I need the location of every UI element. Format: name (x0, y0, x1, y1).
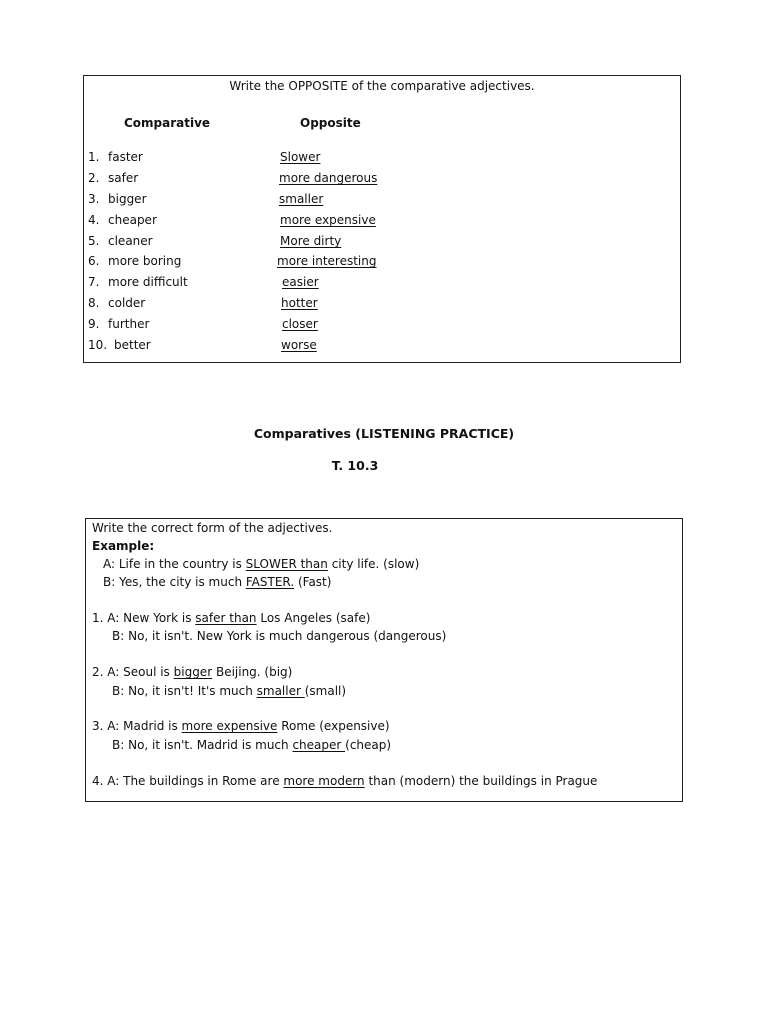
comparative-word: colder (108, 296, 146, 310)
comparative-word: faster (108, 150, 143, 164)
example-line-b (103, 575, 331, 589)
q4-a-answer: more modern (283, 774, 365, 788)
opposite-column-header: Opposite (300, 116, 361, 130)
opposite-answer: worse (281, 338, 317, 352)
section-title: Comparatives (LISTENING PRACTICE) (253, 426, 515, 441)
row-number: 8. (88, 296, 100, 310)
q1-a-text: 1. A: New York is (92, 611, 196, 625)
opposite-answer: smaller (279, 192, 324, 206)
question-3-a (92, 719, 390, 733)
question-3-b (112, 738, 391, 752)
example-label: Example: (92, 539, 155, 553)
opposite-answer: more interesting (277, 254, 377, 268)
q3-b-text: B: No, it isn't. Madrid is much (112, 738, 293, 752)
opposite-row (84, 338, 680, 358)
row-number: 2. (88, 171, 100, 185)
q2-a-text-end: Beijing. (big) (212, 665, 293, 679)
q4-a-text: 4. A: The buildings in Rome are (92, 774, 284, 788)
opposite-answer: More dirty (280, 234, 342, 248)
q3-b-answer: cheaper (292, 738, 346, 752)
question-2-b (112, 684, 346, 698)
q2-b-answer: smaller (256, 684, 305, 698)
question-2-a (92, 665, 292, 679)
example-a-answer: SLOWER than (245, 557, 328, 571)
row-number: 7. (88, 275, 100, 289)
opposite-row (84, 150, 680, 170)
example-b-answer: FASTER. (245, 575, 295, 589)
row-number: 9. (88, 317, 100, 331)
comparative-word: cleaner (108, 234, 153, 248)
comparative-word: more boring (108, 254, 182, 268)
q3-a-text: 3. A: Madrid is (92, 719, 182, 733)
opposite-row (84, 213, 680, 233)
q1-a-text-end: Los Angeles (safe) (256, 611, 371, 625)
opposite-row (84, 192, 680, 212)
opposite-answer: closer (282, 317, 318, 331)
q3-a-answer: more expensive (181, 719, 278, 733)
opposite-row (84, 171, 680, 191)
example-b-text-end: (Fast) (294, 575, 332, 589)
q3-b-text-end: (cheap) (345, 738, 392, 752)
comparative-word: further (108, 317, 150, 331)
example-a-text-end: city life. (slow) (327, 557, 420, 571)
example-line-a (103, 557, 419, 571)
question-1-a (92, 611, 370, 625)
opposites-instruction: Write the OPPOSITE of the comparative adjectives. (229, 79, 535, 93)
comparative-word: bigger (108, 192, 147, 206)
opposite-row (84, 275, 680, 295)
row-number: 5. (88, 234, 100, 248)
row-number: 6. (88, 254, 100, 268)
opposites-exercise-box (83, 75, 681, 363)
opposite-answer: more dangerous (279, 171, 378, 185)
example-b-text: B: Yes, the city is much (103, 575, 246, 589)
example-a-text: A: Life in the country is (103, 557, 246, 571)
opposite-answer: hotter (281, 296, 318, 310)
q1-a-answer: safer than (195, 611, 257, 625)
row-number: 4. (88, 213, 100, 227)
correct-form-instruction: Write the correct form of the adjectives. (92, 521, 333, 535)
q2-b-text: B: No, it isn't! It's much (112, 684, 257, 698)
row-number: 10. (88, 338, 108, 352)
q2-a-answer: bigger (173, 665, 213, 679)
comparative-word: more difficult (108, 275, 188, 289)
opposite-row (84, 296, 680, 316)
opposite-row (84, 317, 680, 337)
question-1-b: B: No, it isn't. New York is much dangerous (dangerous) (112, 629, 447, 643)
comparative-word: safer (108, 171, 139, 185)
q4-a-text-end: than (modern) the buildings in Prague (364, 774, 598, 788)
opposite-answer: more expensive (280, 213, 376, 227)
q2-b-text-end: (small) (304, 684, 347, 698)
row-number: 1. (88, 150, 100, 164)
comparative-word: better (114, 338, 151, 352)
q2-a-text: 2. A: Seoul is (92, 665, 174, 679)
row-number: 3. (88, 192, 100, 206)
track-number: T. 10.3 (331, 458, 379, 473)
correct-form-exercise-box (85, 518, 683, 802)
comparative-column-header: Comparative (124, 116, 211, 130)
opposite-answer: Slower (280, 150, 321, 164)
opposite-answer: easier (282, 275, 319, 289)
question-4-a (92, 774, 597, 788)
opposite-row (84, 254, 680, 274)
q3-a-text-end: Rome (expensive) (277, 719, 390, 733)
comparative-word: cheaper (108, 213, 157, 227)
opposite-row (84, 234, 680, 254)
